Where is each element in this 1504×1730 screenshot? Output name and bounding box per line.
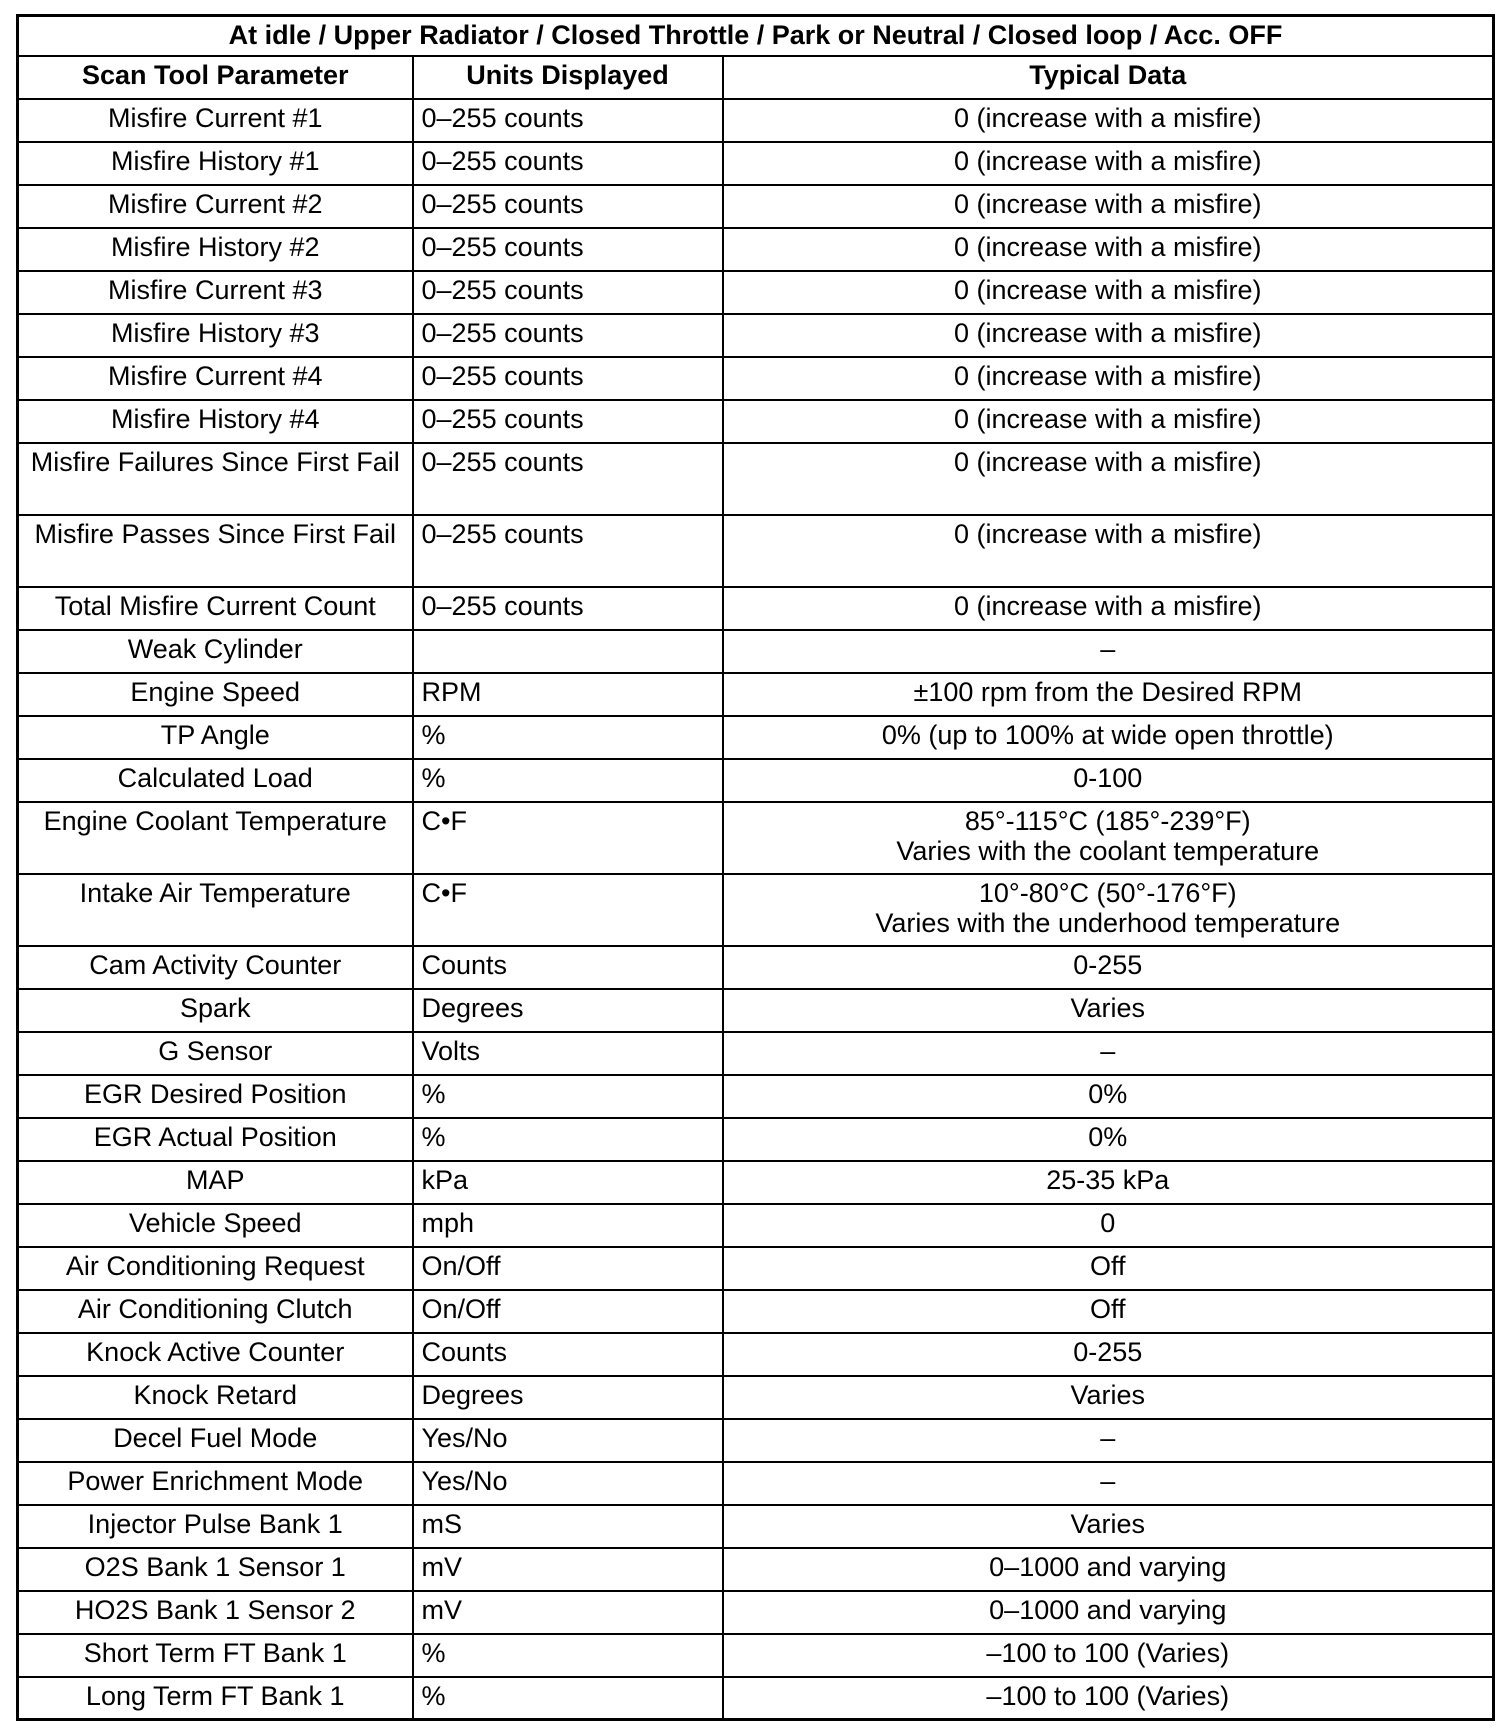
typical-data-cell: 0 (increase with a misfire) — [723, 142, 1494, 185]
parameter-cell: Air Conditioning Clutch — [18, 1290, 413, 1333]
table-row — [18, 1204, 1494, 1247]
column-header-units: Units Displayed — [413, 56, 723, 99]
parameter-cell: Long Term FT Bank 1 — [18, 1677, 413, 1720]
units-cell: Yes/No — [413, 1419, 723, 1462]
units-cell: Counts — [413, 1333, 723, 1376]
table-row — [18, 1161, 1494, 1204]
table-row — [18, 185, 1494, 228]
typical-data-cell: Off — [723, 1290, 1494, 1333]
typical-data-cell: – — [723, 1032, 1494, 1075]
table-row — [18, 1247, 1494, 1290]
typical-data-cell: 0 (increase with a misfire) — [723, 515, 1494, 587]
parameter-cell: EGR Actual Position — [18, 1118, 413, 1161]
typical-data-cell: 0 (increase with a misfire) — [723, 587, 1494, 630]
units-cell: Volts — [413, 1032, 723, 1075]
table-row — [18, 400, 1494, 443]
table-row — [18, 1505, 1494, 1548]
table-row — [18, 1677, 1494, 1720]
typical-data-cell: – — [723, 1419, 1494, 1462]
typical-data-cell: Off — [723, 1247, 1494, 1290]
units-cell: 0–255 counts — [413, 271, 723, 314]
typical-data-cell: 0 (increase with a misfire) — [723, 99, 1494, 142]
units-cell: mph — [413, 1204, 723, 1247]
units-cell: Counts — [413, 946, 723, 989]
table-row — [18, 357, 1494, 400]
parameter-cell: HO2S Bank 1 Sensor 2 — [18, 1591, 413, 1634]
units-cell — [413, 630, 723, 673]
parameter-cell: Engine Coolant Temperature — [18, 802, 413, 874]
typical-data-cell: 10°-80°C (50°-176°F) Varies with the underhood temperature — [723, 874, 1494, 946]
parameter-cell: Misfire History #1 — [18, 142, 413, 185]
table-row — [18, 1634, 1494, 1677]
parameter-cell: Engine Speed — [18, 673, 413, 716]
table-row — [18, 874, 1494, 946]
units-cell: 0–255 counts — [413, 587, 723, 630]
typical-data-cell: 0 (increase with a misfire) — [723, 357, 1494, 400]
parameter-cell: G Sensor — [18, 1032, 413, 1075]
units-cell: % — [413, 1075, 723, 1118]
typical-data-cell: 0–1000 and varying — [723, 1548, 1494, 1591]
units-cell: % — [413, 716, 723, 759]
parameter-cell: Calculated Load — [18, 759, 413, 802]
table-row — [18, 1462, 1494, 1505]
table-row — [18, 99, 1494, 142]
typical-data-cell: 0 — [723, 1204, 1494, 1247]
parameter-cell: Misfire Failures Since First Fail — [18, 443, 413, 515]
parameter-cell: Air Conditioning Request — [18, 1247, 413, 1290]
table-row — [18, 1376, 1494, 1419]
units-cell: mV — [413, 1591, 723, 1634]
table-row — [18, 1290, 1494, 1333]
units-cell: 0–255 counts — [413, 314, 723, 357]
units-cell: C•F — [413, 874, 723, 946]
table-body — [18, 99, 1494, 1720]
typical-data-cell: 0 (increase with a misfire) — [723, 185, 1494, 228]
parameter-cell: Power Enrichment Mode — [18, 1462, 413, 1505]
typical-data-cell: 0 (increase with a misfire) — [723, 400, 1494, 443]
parameter-cell: MAP — [18, 1161, 413, 1204]
typical-data-cell: 0% — [723, 1075, 1494, 1118]
parameter-cell: Decel Fuel Mode — [18, 1419, 413, 1462]
parameter-cell: Cam Activity Counter — [18, 946, 413, 989]
column-header-parameter: Scan Tool Parameter — [18, 56, 413, 99]
table-header-row — [18, 56, 1494, 99]
parameter-cell: Total Misfire Current Count — [18, 587, 413, 630]
table-row — [18, 587, 1494, 630]
scan-tool-data-table — [16, 14, 1495, 1721]
units-cell: % — [413, 1634, 723, 1677]
units-cell: 0–255 counts — [413, 99, 723, 142]
units-cell: kPa — [413, 1161, 723, 1204]
typical-data-cell: 0-255 — [723, 946, 1494, 989]
table-row — [18, 1333, 1494, 1376]
units-cell: On/Off — [413, 1247, 723, 1290]
parameter-cell: Misfire History #3 — [18, 314, 413, 357]
table-row — [18, 228, 1494, 271]
table-row — [18, 142, 1494, 185]
typical-data-cell: 0% — [723, 1118, 1494, 1161]
units-cell: % — [413, 759, 723, 802]
units-cell: 0–255 counts — [413, 357, 723, 400]
typical-data-cell: –100 to 100 (Varies) — [723, 1677, 1494, 1720]
table-row — [18, 1591, 1494, 1634]
parameter-cell: Knock Retard — [18, 1376, 413, 1419]
parameter-cell: Misfire Passes Since First Fail — [18, 515, 413, 587]
typical-data-cell: 0-255 — [723, 1333, 1494, 1376]
table-row — [18, 271, 1494, 314]
table-row — [18, 716, 1494, 759]
parameter-cell: Vehicle Speed — [18, 1204, 413, 1247]
table-row — [18, 515, 1494, 587]
parameter-cell: Misfire Current #3 — [18, 271, 413, 314]
table-row — [18, 946, 1494, 989]
table-row — [18, 630, 1494, 673]
table-title: At idle / Upper Radiator / Closed Throttle / Park or Neutral / Closed loop / Acc. OFF — [18, 16, 1494, 56]
table-row — [18, 1419, 1494, 1462]
table-row — [18, 314, 1494, 357]
typical-data-cell: – — [723, 1462, 1494, 1505]
parameter-cell: Short Term FT Bank 1 — [18, 1634, 413, 1677]
table-title-row — [18, 16, 1494, 56]
table-row — [18, 759, 1494, 802]
typical-data-cell: Varies — [723, 989, 1494, 1032]
typical-data-cell: 0–1000 and varying — [723, 1591, 1494, 1634]
units-cell: % — [413, 1677, 723, 1720]
units-cell: 0–255 counts — [413, 515, 723, 587]
parameter-cell: Misfire History #4 — [18, 400, 413, 443]
units-cell: On/Off — [413, 1290, 723, 1333]
table-row — [18, 673, 1494, 716]
table-row — [18, 802, 1494, 874]
parameter-cell: Injector Pulse Bank 1 — [18, 1505, 413, 1548]
parameter-cell: Knock Active Counter — [18, 1333, 413, 1376]
typical-data-cell: 85°-115°C (185°-239°F) Varies with the coolant temperature — [723, 802, 1494, 874]
parameter-cell: O2S Bank 1 Sensor 1 — [18, 1548, 413, 1591]
units-cell: 0–255 counts — [413, 400, 723, 443]
parameter-cell: Misfire Current #1 — [18, 99, 413, 142]
units-cell: 0–255 counts — [413, 185, 723, 228]
units-cell: Degrees — [413, 989, 723, 1032]
parameter-cell: TP Angle — [18, 716, 413, 759]
units-cell: Degrees — [413, 1376, 723, 1419]
units-cell: 0–255 counts — [413, 142, 723, 185]
table-row — [18, 1032, 1494, 1075]
typical-data-cell: 0 (increase with a misfire) — [723, 271, 1494, 314]
typical-data-cell: 0 (increase with a misfire) — [723, 228, 1494, 271]
typical-data-cell: – — [723, 630, 1494, 673]
typical-data-cell: 0 (increase with a misfire) — [723, 314, 1494, 357]
table-row — [18, 443, 1494, 515]
typical-data-cell: 25-35 kPa — [723, 1161, 1494, 1204]
parameter-cell: EGR Desired Position — [18, 1075, 413, 1118]
parameter-cell: Weak Cylinder — [18, 630, 413, 673]
parameter-cell: Spark — [18, 989, 413, 1032]
units-cell: RPM — [413, 673, 723, 716]
parameter-cell: Misfire Current #4 — [18, 357, 413, 400]
units-cell: mV — [413, 1548, 723, 1591]
typical-data-cell: 0% (up to 100% at wide open throttle) — [723, 716, 1494, 759]
typical-data-cell: –100 to 100 (Varies) — [723, 1634, 1494, 1677]
units-cell: Yes/No — [413, 1462, 723, 1505]
units-cell: 0–255 counts — [413, 228, 723, 271]
parameter-cell: Intake Air Temperature — [18, 874, 413, 946]
parameter-cell: Misfire History #2 — [18, 228, 413, 271]
units-cell: 0–255 counts — [413, 443, 723, 515]
table-row — [18, 1075, 1494, 1118]
typical-data-cell: ±100 rpm from the Desired RPM — [723, 673, 1494, 716]
table-row — [18, 989, 1494, 1032]
table-row — [18, 1118, 1494, 1161]
typical-data-cell: Varies — [723, 1505, 1494, 1548]
parameter-cell: Misfire Current #2 — [18, 185, 413, 228]
typical-data-cell: Varies — [723, 1376, 1494, 1419]
typical-data-cell: 0-100 — [723, 759, 1494, 802]
typical-data-cell: 0 (increase with a misfire) — [723, 443, 1494, 515]
column-header-typical-data: Typical Data — [723, 56, 1494, 99]
units-cell: C•F — [413, 802, 723, 874]
units-cell: mS — [413, 1505, 723, 1548]
table-row — [18, 1548, 1494, 1591]
units-cell: % — [413, 1118, 723, 1161]
